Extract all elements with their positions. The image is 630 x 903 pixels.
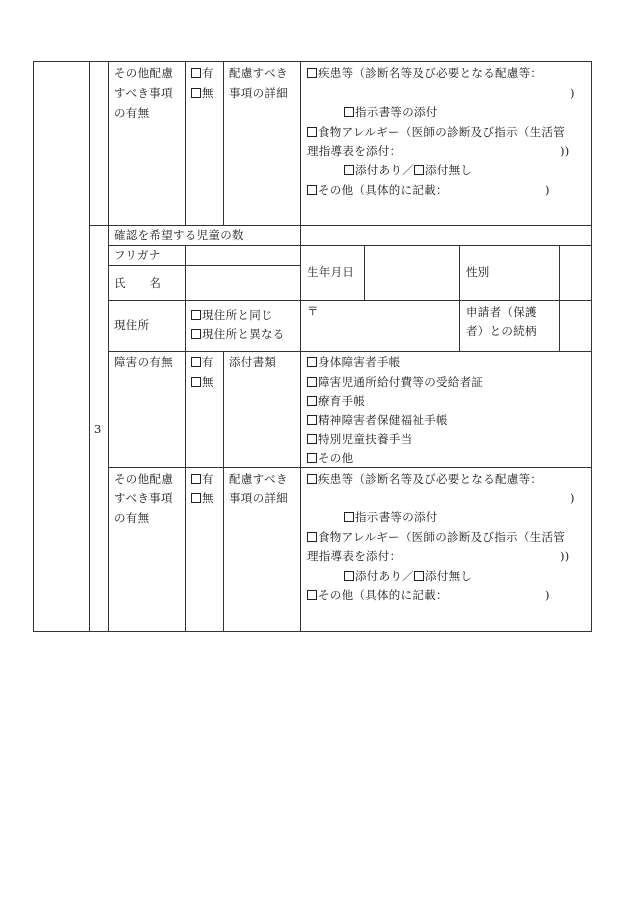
- checkbox-icon[interactable]: [191, 377, 201, 387]
- close-paren: ): [545, 588, 550, 602]
- no-checkbox[interactable]: [191, 84, 214, 104]
- disease-checkbox[interactable]: [307, 64, 542, 84]
- detail-label: 事項の詳細: [229, 491, 288, 505]
- instruction-checkbox[interactable]: [344, 508, 438, 528]
- checkbox-icon[interactable]: [307, 434, 317, 444]
- row-divider: [108, 351, 592, 352]
- disability-doc-checkbox[interactable]: [307, 449, 353, 469]
- disability-label: 障害の有無: [114, 355, 173, 369]
- yes-checkbox[interactable]: [191, 64, 214, 84]
- other-checkbox[interactable]: [307, 586, 448, 606]
- table-column-divider: [89, 61, 90, 632]
- other-label: その他（具体的に記載：: [318, 588, 448, 602]
- table-column-divider: [459, 245, 460, 351]
- table-column-divider: [223, 351, 224, 632]
- checkbox-icon[interactable]: [414, 165, 424, 175]
- checkbox-icon[interactable]: [344, 165, 354, 175]
- checkbox-icon[interactable]: [307, 453, 317, 463]
- allergy-checkbox[interactable]: [307, 528, 565, 548]
- address-diff-label: 現住所と異なる: [202, 327, 285, 341]
- postal-mark: 〒: [307, 304, 319, 318]
- checkbox-icon[interactable]: [307, 68, 317, 78]
- checkbox-icon[interactable]: [344, 107, 354, 117]
- checkbox-icon[interactable]: [191, 88, 201, 98]
- close-paren: ): [570, 86, 575, 100]
- table-column-divider: [300, 225, 301, 632]
- table-column-divider: [364, 245, 365, 300]
- table-bottom-border: [33, 631, 592, 632]
- table-column-divider: [108, 61, 109, 632]
- checkbox-icon[interactable]: [191, 357, 201, 367]
- yes-label: 有: [202, 66, 214, 80]
- doc-label: 障害児通所給付費等の受給者証: [318, 375, 484, 389]
- attach-yes-label: 添付あり: [355, 163, 403, 177]
- table-column-divider: [559, 245, 560, 351]
- table-column-divider: [185, 351, 186, 632]
- attach-yes-label: 添付あり: [355, 569, 403, 583]
- yes-label: 有: [202, 472, 214, 486]
- allergy-label: 食物アレルギー（医師の診断及び指示（生活管: [318, 125, 566, 139]
- checkbox-icon[interactable]: [191, 493, 201, 503]
- table-right-border: [591, 61, 592, 632]
- yes-checkbox[interactable]: [191, 470, 214, 490]
- table-column-divider: [300, 61, 301, 225]
- doc-label: 特別児童扶養手当: [318, 432, 413, 446]
- allergy-continued: 理指導表を添付：: [307, 549, 402, 563]
- other-consideration-label: すべき事項: [114, 86, 173, 100]
- checkbox-icon[interactable]: [307, 185, 317, 195]
- table-column-divider: [185, 61, 186, 225]
- no-checkbox[interactable]: [191, 373, 214, 393]
- detail-label: 事項の詳細: [229, 86, 288, 100]
- attach-docs-label: 添付書類: [229, 355, 277, 369]
- disease-label: 疾患等（診断名等及び必要となる配慮等：: [318, 66, 543, 80]
- allergy-checkbox[interactable]: [307, 123, 565, 143]
- separator: ／: [402, 163, 415, 177]
- doc-label: その他: [318, 451, 354, 465]
- other-consideration-label: その他配慮: [114, 66, 173, 80]
- disease-label: 疾患等（診断名等及び必要となる配慮等：: [318, 472, 543, 486]
- checkbox-icon[interactable]: [414, 571, 424, 581]
- checkbox-icon[interactable]: [307, 357, 317, 367]
- separator: ／: [402, 569, 415, 583]
- address-same-checkbox[interactable]: [191, 306, 273, 326]
- doc-label: 身体障害者手帳: [318, 355, 401, 369]
- close-paren: ): [545, 183, 550, 197]
- attach-no-label: 添付無し: [425, 569, 473, 583]
- checkbox-icon[interactable]: [191, 474, 201, 484]
- table-column-divider: [223, 61, 224, 225]
- disease-checkbox[interactable]: [307, 470, 542, 490]
- checkbox-icon[interactable]: [307, 377, 317, 387]
- allergy-continued: 理指導表を添付：: [307, 144, 402, 158]
- instruction-checkbox[interactable]: [344, 103, 438, 123]
- instruction-label: 指示書等の添付: [355, 105, 438, 119]
- checkbox-icon[interactable]: [344, 571, 354, 581]
- address-label: 現住所: [114, 318, 150, 332]
- relation-label: 申請者（保護: [466, 305, 537, 319]
- address-same-label: 現住所と同じ: [202, 308, 273, 322]
- close-paren: )): [560, 549, 570, 563]
- disability-doc-checkbox[interactable]: [307, 353, 401, 373]
- checkbox-icon[interactable]: [307, 127, 317, 137]
- doc-label: 療育手帳: [318, 394, 366, 408]
- block-number: 3: [94, 422, 102, 436]
- checkbox-icon[interactable]: [307, 590, 317, 600]
- address-diff-checkbox[interactable]: [191, 325, 285, 345]
- disability-doc-checkbox[interactable]: [307, 411, 448, 431]
- no-label: 無: [202, 375, 214, 389]
- attach-no-label: 添付無し: [425, 163, 473, 177]
- close-paren: ): [570, 491, 575, 505]
- yes-label: 有: [202, 355, 214, 369]
- other-label: その他（具体的に記載：: [318, 183, 448, 197]
- attach-options: [344, 161, 472, 181]
- no-label: 無: [202, 491, 214, 505]
- detail-label: 配慮すべき: [229, 472, 288, 486]
- table-top-border: [33, 61, 592, 62]
- relation-label: 者）との続柄: [466, 324, 537, 338]
- other-consideration-label: の有無: [114, 106, 150, 120]
- table-column-divider: [185, 300, 186, 351]
- table-column-divider: [185, 245, 186, 300]
- checkbox-icon[interactable]: [191, 68, 201, 78]
- other-consideration-label: その他配慮: [114, 472, 173, 486]
- disability-doc-checkbox[interactable]: [307, 392, 365, 412]
- row-divider: [108, 300, 592, 301]
- gender-label: 性別: [466, 265, 490, 279]
- detail-label: 配慮すべき: [229, 66, 288, 80]
- allergy-label: 食物アレルギー（医師の診断及び指示（生活管: [318, 530, 566, 544]
- name-label: 氏 名: [114, 276, 162, 290]
- checkbox-icon[interactable]: [191, 329, 201, 339]
- checkbox-icon[interactable]: [344, 512, 354, 522]
- checkbox-icon[interactable]: [307, 474, 317, 484]
- checkbox-icon[interactable]: [307, 532, 317, 542]
- close-paren: )): [560, 144, 570, 158]
- no-label: 無: [202, 86, 214, 100]
- other-consideration-label: すべき事項: [114, 491, 173, 505]
- other-consideration-label: の有無: [114, 511, 150, 525]
- furigana-label: フリガナ: [114, 248, 161, 262]
- checkbox-icon[interactable]: [191, 310, 201, 320]
- disability-doc-checkbox[interactable]: [307, 373, 483, 393]
- doc-label: 精神障害者保健福祉手帳: [318, 413, 448, 427]
- checkbox-icon[interactable]: [307, 396, 317, 406]
- attach-options: [344, 567, 472, 587]
- disability-doc-checkbox[interactable]: [307, 430, 412, 450]
- yes-checkbox[interactable]: [191, 353, 214, 373]
- other-checkbox[interactable]: [307, 181, 448, 201]
- no-checkbox[interactable]: [191, 489, 214, 509]
- instruction-label: 指示書等の添付: [355, 510, 438, 524]
- children-count-label: 確認を希望する児童の数: [114, 228, 244, 242]
- table-left-border: [33, 61, 34, 632]
- checkbox-icon[interactable]: [307, 415, 317, 425]
- birthdate-label: 生年月日: [307, 265, 355, 279]
